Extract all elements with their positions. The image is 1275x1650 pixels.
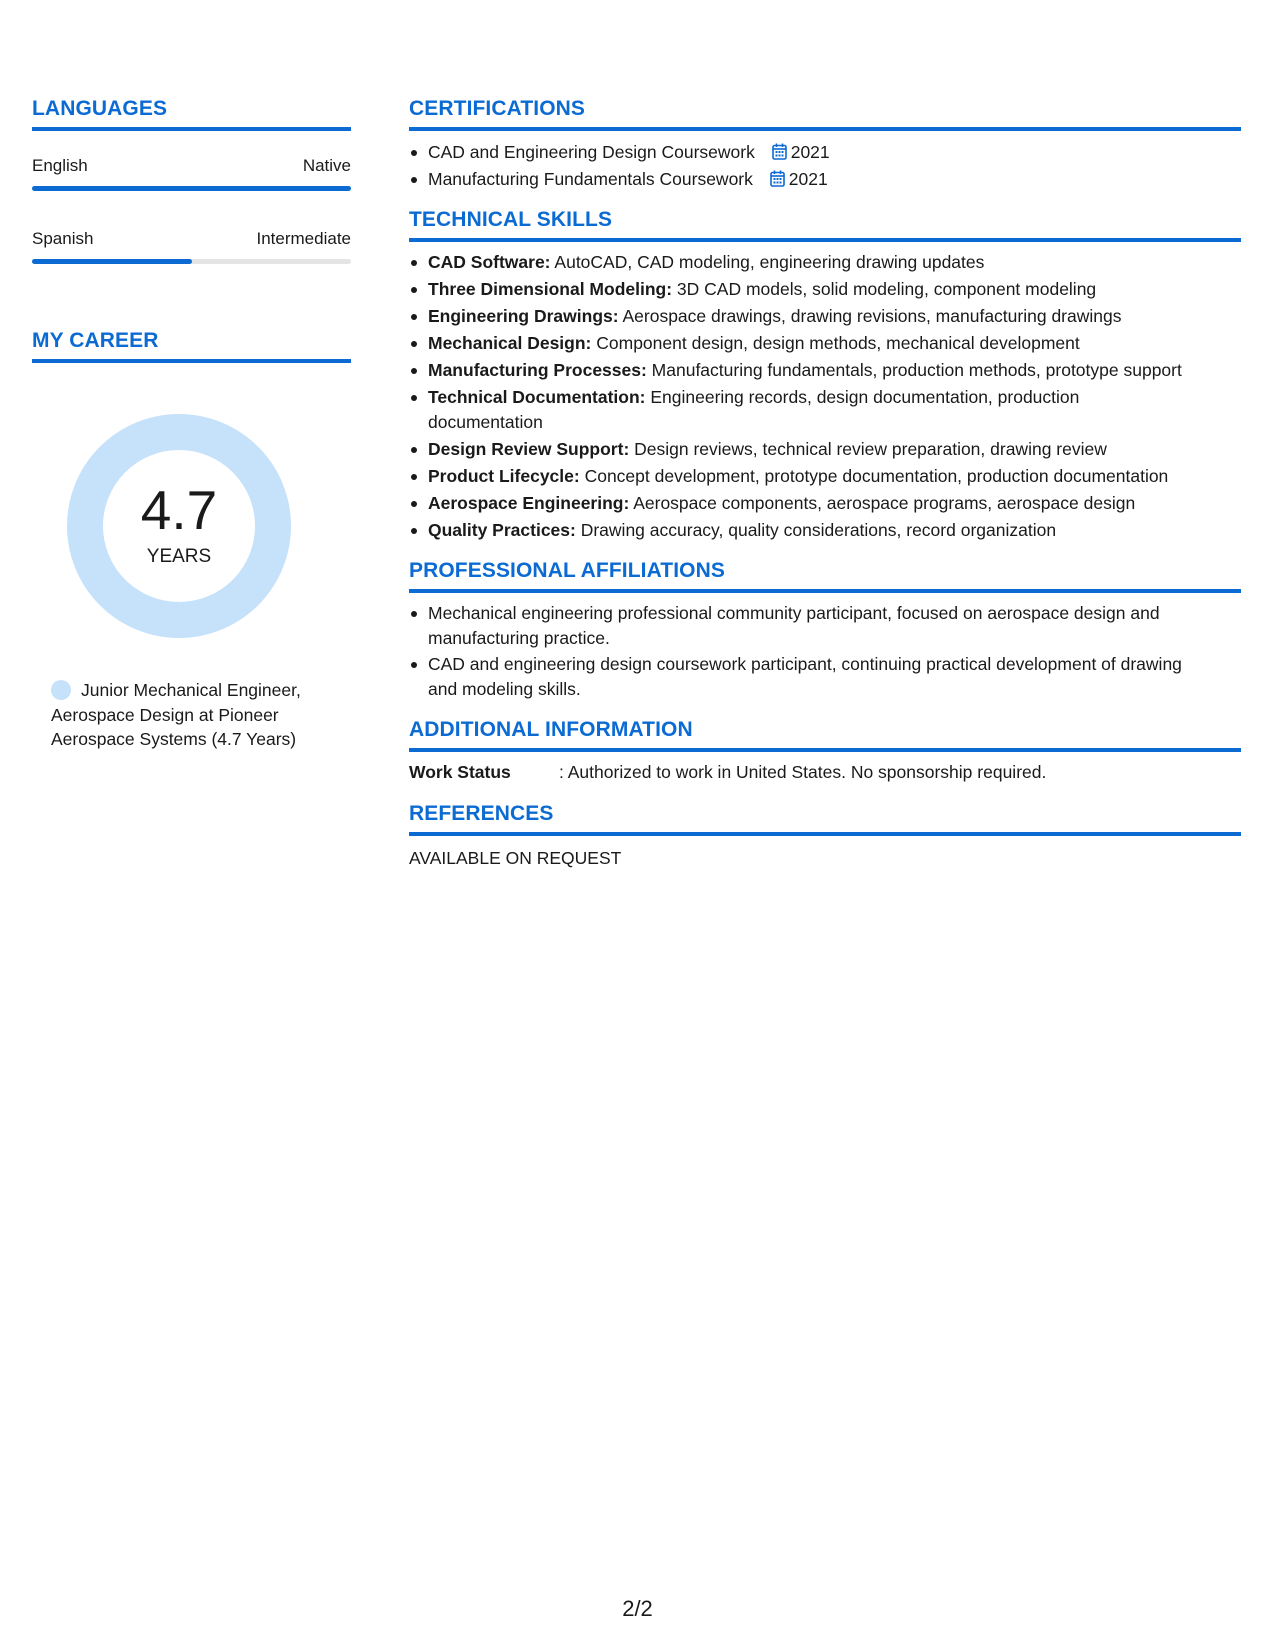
skill-item (409, 385, 1241, 434)
certification-name: CAD and Engineering Design Coursework (428, 142, 755, 162)
certifications-heading: CERTIFICATIONS (409, 96, 1241, 131)
certifications-list (409, 140, 1241, 191)
work-status-value: : Authorized to work in United States. No sponsorship required. (559, 762, 1047, 782)
skill-item (409, 250, 1241, 275)
calendar-icon (770, 170, 785, 187)
language-proficiency-fill (32, 259, 192, 264)
calendar-icon (772, 143, 787, 160)
technical-skills-section (409, 207, 1241, 542)
skill-text: Aerospace drawings, drawing revisions, manufacturing drawings (618, 306, 1122, 326)
skill-label: Quality Practices: (428, 519, 576, 540)
technical-skills-heading: TECHNICAL SKILLS (409, 207, 1241, 242)
right-column (409, 96, 1241, 870)
affiliations-section (409, 558, 1241, 701)
certification-item (409, 167, 1241, 192)
skill-text: Aerospace components, aerospace programs, aerospace design (629, 492, 1136, 513)
skill-label: Three Dimensional Modeling: (428, 279, 673, 299)
additional-info-heading: ADDITIONAL INFORMATION (409, 717, 1241, 752)
skill-text: Component design, design methods, mechanical development (591, 333, 1080, 353)
technical-skills-list (409, 250, 1241, 542)
language-proficiency-bar (32, 186, 351, 191)
certifications-section (409, 96, 1241, 191)
skill-text: AutoCAD, CAD modeling, engineering drawing updates (550, 252, 985, 272)
career-legend-text: Junior Mechanical Engineer, Aerospace Design at Pioneer Aerospace Systems (4.7 Years) (51, 680, 301, 749)
affiliations-heading: PROFESSIONAL AFFILIATIONS (409, 558, 1241, 593)
references-text: AVAILABLE ON REQUEST (409, 848, 622, 868)
affiliation-item: CAD and engineering design coursework participant, continuing practical development of drawing and modeling skills. (409, 652, 1241, 701)
career-total-years: 4.7 (140, 479, 218, 541)
work-status-row (409, 760, 1241, 784)
languages-heading: LANGUAGES (32, 96, 351, 131)
work-status-label: Work Status (409, 762, 511, 782)
career-legend-item (51, 678, 341, 752)
skill-label: Product Lifecycle: (428, 465, 580, 486)
skill-text: Design reviews, technical review preparation, drawing review (629, 438, 1107, 459)
certification-item (409, 140, 1241, 165)
skill-label: Aerospace Engineering: (428, 492, 630, 513)
skill-item (409, 491, 1241, 516)
skill-label: Manufacturing Processes: (428, 360, 647, 380)
skill-text: 3D CAD models, solid modeling, component modeling (672, 279, 1097, 299)
skill-item (409, 304, 1241, 329)
skill-item (409, 331, 1241, 356)
career-heading: MY CAREER (32, 328, 351, 363)
certification-year: 2021 (788, 168, 828, 189)
career-legend-dot (51, 680, 71, 700)
skill-item (409, 464, 1241, 489)
skill-text: Engineering records, design documentation, production documentation (428, 387, 1080, 432)
skill-label: Mechanical Design: (428, 333, 592, 353)
language-item (32, 155, 351, 191)
language-name: English (32, 156, 88, 175)
language-level: Native (302, 156, 351, 175)
references-heading: REFERENCES (409, 801, 1241, 836)
left-column (32, 96, 351, 749)
skill-item (409, 277, 1241, 302)
affiliation-item: Mechanical engineering professional community participant, focused on aerospace design and manufacturing practice. (409, 601, 1241, 650)
career-years-label: YEARS (146, 546, 212, 567)
skill-text: Manufacturing fundamentals, production methods, prototype support (646, 360, 1182, 380)
additional-info-section (409, 717, 1241, 784)
certification-year: 2021 (790, 142, 830, 162)
page-number: 2/2 (622, 1596, 653, 1621)
skill-text: Concept development, prototype documentation, production documentation (579, 465, 1169, 486)
language-proficiency-fill (32, 186, 351, 191)
skill-item (409, 518, 1241, 543)
language-item (32, 228, 351, 264)
language-level: Intermediate (256, 229, 351, 248)
skill-label: CAD Software: (428, 252, 551, 272)
skill-text: Drawing accuracy, quality considerations, record organization (575, 519, 1057, 540)
certification-name: Manufacturing Fundamentals Coursework (428, 168, 753, 189)
skill-item (409, 358, 1241, 383)
skill-label: Design Review Support: (428, 438, 630, 459)
affiliations-list (409, 601, 1241, 701)
skill-label: Technical Documentation: (428, 387, 646, 407)
language-name: Spanish (32, 229, 94, 248)
career-donut-chart (67, 414, 291, 638)
language-proficiency-bar (32, 259, 351, 264)
skill-label: Engineering Drawings: (428, 306, 619, 326)
references-section (409, 801, 1241, 870)
skill-item (409, 437, 1241, 462)
